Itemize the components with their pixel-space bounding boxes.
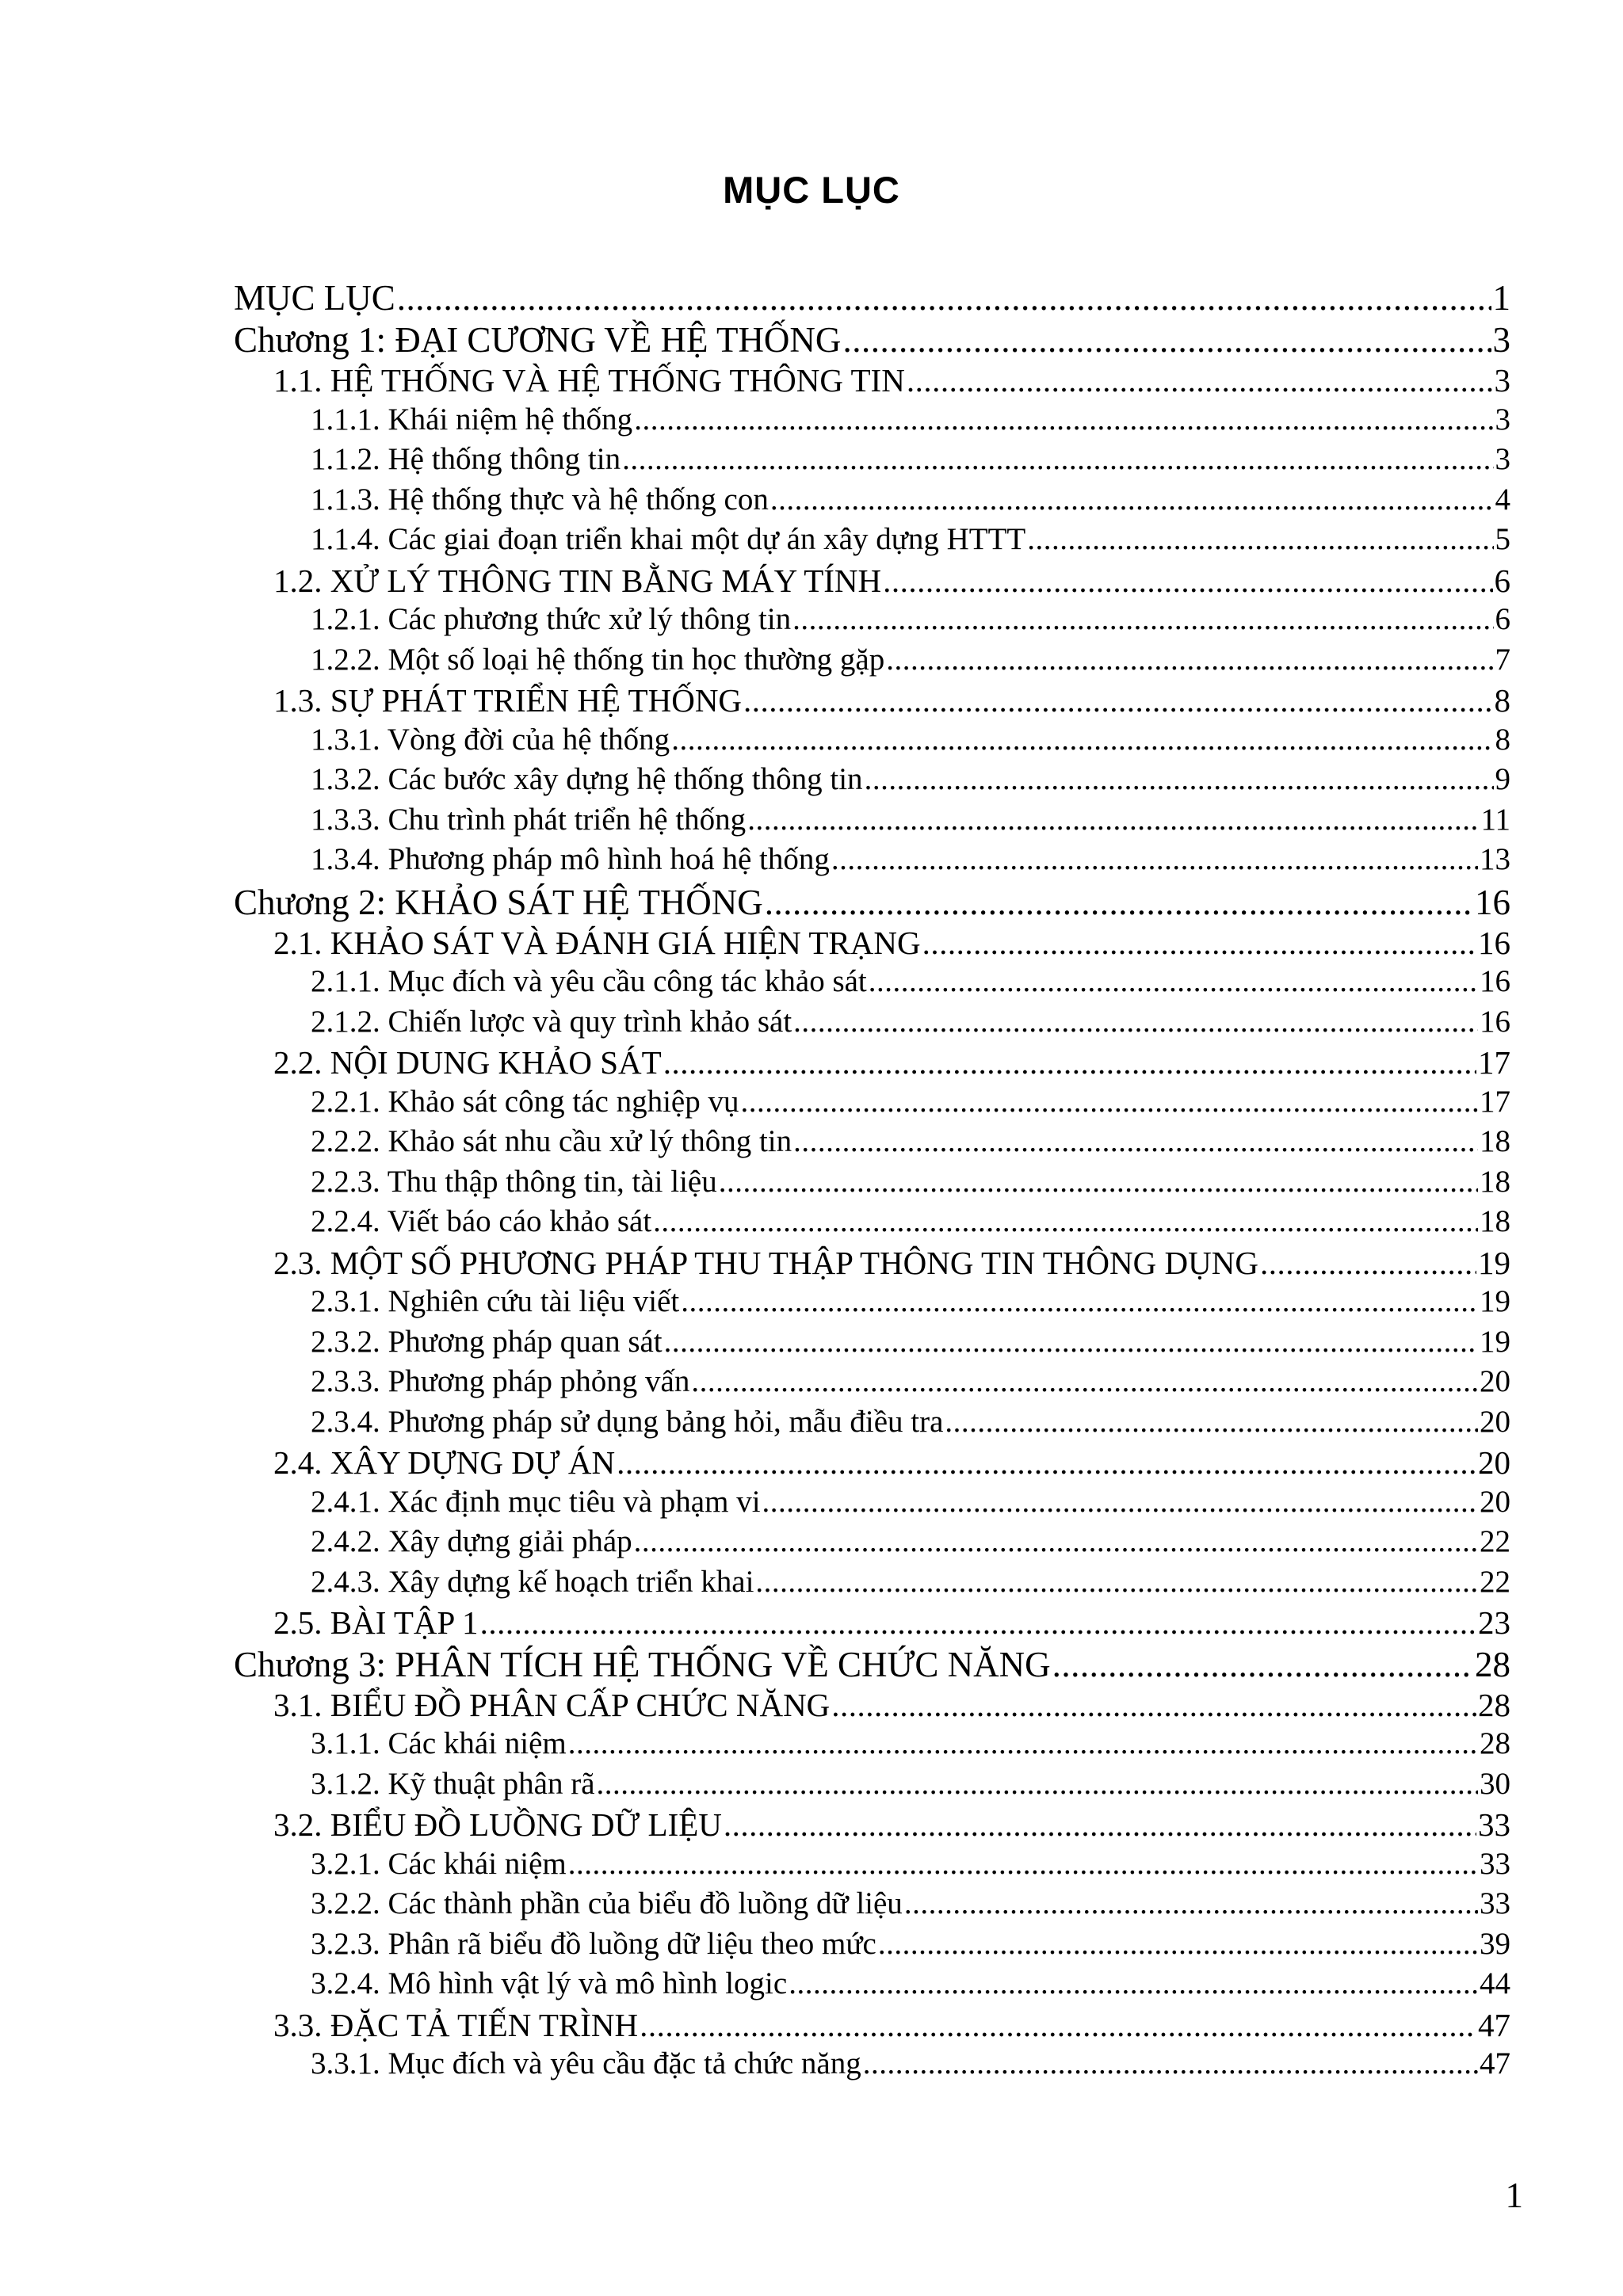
toc-entry-title: 3.3.1. Mục đích và yêu cầu đặc tả chức năng xyxy=(311,2046,861,2081)
toc-entry-page: 18 xyxy=(1480,1124,1510,1158)
toc-entry-title: 1.3.4. Phương pháp mô hình hoá hệ thống xyxy=(311,842,830,876)
dot-leader xyxy=(842,319,1491,360)
page-title: MỤC LỤC xyxy=(723,169,900,211)
toc-entry-title: 1.1.2. Hệ thống thông tin xyxy=(311,442,621,476)
toc-entry-title: 2.4. XÂY DỰNG DỰ ÁN xyxy=(273,1444,616,1481)
toc-entry[interactable] xyxy=(234,1766,1510,1806)
toc-entry-title: 1.3.2. Các bước xây dựng hệ thống thông tin xyxy=(311,762,863,796)
toc-entry-title: 3.1.2. Kỹ thuật phân rã xyxy=(311,1766,595,1801)
toc-entry-page: 6 xyxy=(1495,602,1510,636)
toc-entry-page: 20 xyxy=(1480,1484,1510,1519)
dot-leader xyxy=(907,361,1493,399)
toc-entry-page: 16 xyxy=(1478,924,1510,961)
toc-entry-page: 20 xyxy=(1480,1364,1510,1398)
toc-entry-page: 17 xyxy=(1478,1044,1510,1081)
toc-entry-page: 22 xyxy=(1480,1524,1510,1558)
toc-entry[interactable] xyxy=(234,1926,1510,1966)
toc-entry[interactable] xyxy=(234,802,1510,842)
dot-leader xyxy=(1052,1644,1473,1685)
toc-entry[interactable] xyxy=(234,722,1510,762)
dot-leader xyxy=(568,1726,1478,1761)
dot-leader xyxy=(922,924,1476,962)
toc-entry-page: 28 xyxy=(1478,1686,1510,1723)
toc-entry-title: 2.2.4. Viết báo cáo khảo sát xyxy=(311,1204,652,1238)
toc-entry[interactable] xyxy=(234,1966,1510,2006)
dot-leader xyxy=(480,1604,1476,1642)
toc-entry[interactable] xyxy=(234,601,1510,642)
dot-leader xyxy=(617,1444,1476,1482)
dot-leader xyxy=(747,802,1479,837)
toc-entry-title: 1.3. SỰ PHÁT TRIỂN HỆ THỐNG xyxy=(273,682,743,719)
dot-leader xyxy=(1027,521,1493,557)
toc-entry[interactable] xyxy=(234,1203,1510,1244)
toc-entry-page: 3 xyxy=(1494,362,1510,399)
toc-entry[interactable] xyxy=(234,1644,1510,1686)
toc-entry-page: 11 xyxy=(1480,802,1510,837)
toc-entry-title: 2.4.3. Xây dựng kế hoạch triển khai xyxy=(311,1564,754,1599)
toc-entry[interactable] xyxy=(234,1404,1510,1444)
dot-leader xyxy=(640,2006,1476,2044)
toc-entry-title: 1.1.1. Khái niệm hệ thống xyxy=(311,402,633,437)
dot-leader xyxy=(886,642,1493,677)
toc-entry-title: 3.1.1. Các khái niệm xyxy=(311,1726,567,1760)
dot-leader xyxy=(945,1404,1478,1440)
toc-entry-page: 16 xyxy=(1480,1004,1510,1039)
toc-entry-page: 17 xyxy=(1480,1084,1510,1119)
toc-entry[interactable] xyxy=(234,1324,1510,1364)
dot-leader xyxy=(681,1283,1478,1319)
toc-entry[interactable] xyxy=(234,1004,1510,1044)
page-number: 1 xyxy=(1505,2176,1523,2215)
toc-entry[interactable] xyxy=(234,562,1510,602)
toc-entry-title: 3.3. ĐẶC TẢ TIẾN TRÌNH xyxy=(273,2006,639,2043)
toc-entry[interactable] xyxy=(234,2046,1510,2086)
dot-leader xyxy=(568,1846,1478,1882)
toc-entry[interactable] xyxy=(234,1043,1510,1084)
toc-entry-title: 1.1.3. Hệ thống thực và hệ thống con xyxy=(311,482,769,517)
dot-leader xyxy=(869,963,1478,999)
toc-entry-page: 20 xyxy=(1478,1444,1510,1481)
toc-entry-page: 44 xyxy=(1480,1966,1510,2000)
table-of-contents xyxy=(234,277,1510,2086)
toc-entry-title: 2.3.2. Phương pháp quan sát xyxy=(311,1324,663,1359)
toc-entry-page: 19 xyxy=(1480,1284,1510,1318)
toc-entry-title: 3.2.4. Mô hình vật lý và mô hình logic xyxy=(311,1966,788,2000)
toc-entry-page: 47 xyxy=(1478,2006,1510,2043)
toc-entry[interactable] xyxy=(234,882,1510,924)
toc-entry-title: 2.2.1. Khảo sát công tác nghiệp vụ xyxy=(311,1084,739,1119)
toc-entry-page: 23 xyxy=(1478,1604,1510,1641)
toc-entry-page: 7 xyxy=(1495,642,1510,677)
toc-entry[interactable] xyxy=(234,841,1510,882)
dot-leader xyxy=(397,277,1491,318)
dot-leader xyxy=(740,1084,1478,1119)
toc-entry-title: 2.2. NỘI DUNG KHẢO SÁT xyxy=(273,1044,662,1081)
toc-entry-title: 2.3.1. Nghiên cứu tài liệu viết xyxy=(311,1284,680,1318)
toc-entry-page: 6 xyxy=(1494,562,1510,599)
toc-entry-page: 16 xyxy=(1480,964,1510,998)
dot-leader xyxy=(724,1806,1476,1844)
toc-entry-page: 8 xyxy=(1494,682,1510,719)
toc-entry-page: 16 xyxy=(1475,882,1510,922)
toc-entry[interactable] xyxy=(234,1444,1510,1484)
toc-entry-title: 1.1.4. Các giai đoạn triển khai một dự án xây dựng HTTT xyxy=(311,522,1026,556)
toc-entry[interactable] xyxy=(234,482,1510,522)
toc-entry-title: 1.1. HỆ THỐNG VÀ HỆ THỐNG THÔNG TIN xyxy=(273,362,905,399)
toc-entry-title: Chương 2: KHẢO SÁT HỆ THỐNG xyxy=(234,882,763,922)
toc-entry[interactable] xyxy=(234,1886,1510,1926)
toc-entry[interactable] xyxy=(234,1283,1510,1324)
dot-leader xyxy=(792,601,1493,637)
toc-entry-page: 39 xyxy=(1480,1926,1510,1961)
dot-leader xyxy=(793,1123,1478,1159)
toc-entry-page: 47 xyxy=(1480,2046,1510,2081)
dot-leader xyxy=(762,1484,1478,1520)
dot-leader xyxy=(653,1203,1478,1239)
dot-leader xyxy=(597,1766,1478,1802)
toc-entry[interactable] xyxy=(234,1524,1510,1564)
dot-leader xyxy=(770,482,1494,517)
dot-leader xyxy=(671,722,1493,757)
toc-entry[interactable] xyxy=(234,1164,1510,1204)
toc-entry-page: 33 xyxy=(1480,1886,1510,1920)
toc-entry-title: 3.2. BIỂU ĐỒ LUỒNG DỮ LIỆU xyxy=(273,1806,722,1843)
toc-entry[interactable] xyxy=(234,1484,1510,1524)
toc-entry[interactable] xyxy=(234,761,1510,802)
toc-entry-title: 1.2.1. Các phương thức xử lý thông tin xyxy=(311,602,792,636)
toc-entry-page: 4 xyxy=(1495,482,1510,517)
dot-leader xyxy=(743,681,1492,719)
dot-leader xyxy=(755,1564,1478,1600)
toc-entry-title: 2.2.3. Thu thập thông tin, tài liệu xyxy=(311,1164,717,1199)
toc-entry-page: 3 xyxy=(1495,402,1510,437)
toc-entry-page: 13 xyxy=(1480,842,1510,876)
toc-entry-title: 3.1. BIỂU ĐỒ PHÂN CẤP CHỨC NĂNG xyxy=(273,1686,831,1723)
toc-entry[interactable] xyxy=(234,681,1510,722)
toc-entry-page: 18 xyxy=(1480,1204,1510,1238)
toc-entry-page: 30 xyxy=(1480,1766,1510,1801)
toc-entry-title: 2.4.2. Xây dựng giải pháp xyxy=(311,1524,632,1558)
toc-entry-page: 1 xyxy=(1492,278,1510,318)
toc-entry[interactable] xyxy=(234,521,1510,562)
toc-entry-title: Chương 3: PHÂN TÍCH HỆ THỐNG VỀ CHỨC NĂNG xyxy=(234,1644,1051,1684)
toc-entry-title: 2.2.2. Khảo sát nhu cầu xử lý thông tin xyxy=(311,1124,792,1158)
toc-entry-title: Chương 1: ĐẠI CƯƠNG VỀ HỆ THỐNG xyxy=(234,320,842,360)
toc-entry-title: 2.3.3. Phương pháp phỏng vấn xyxy=(311,1364,690,1398)
toc-entry-title: 3.2.2. Các thành phần của biểu đồ luồng dữ liệu xyxy=(311,1886,903,1920)
toc-entry[interactable] xyxy=(234,1564,1510,1604)
toc-entry-page: 5 xyxy=(1495,522,1510,556)
dot-leader xyxy=(878,1926,1478,1962)
toc-entry[interactable] xyxy=(234,441,1510,482)
toc-entry-page: 33 xyxy=(1478,1806,1510,1843)
toc-entry-page: 20 xyxy=(1480,1404,1510,1439)
toc-entry[interactable] xyxy=(234,1686,1510,1726)
toc-entry-page: 19 xyxy=(1478,1244,1510,1281)
dot-leader xyxy=(831,841,1478,877)
toc-entry[interactable] xyxy=(234,1604,1510,1644)
toc-entry-page: 3 xyxy=(1492,320,1510,360)
dot-leader xyxy=(663,1043,1476,1081)
toc-entry-title: 2.1.2. Chiến lược và quy trình khảo sát xyxy=(311,1004,792,1039)
toc-entry-title: 1.3.1. Vòng đời của hệ thống xyxy=(311,722,670,757)
dot-leader xyxy=(691,1363,1478,1399)
dot-leader xyxy=(664,1324,1478,1360)
dot-leader xyxy=(904,1886,1478,1921)
dot-leader xyxy=(865,761,1494,797)
toc-entry[interactable] xyxy=(234,1726,1510,1766)
toc-entry[interactable] xyxy=(234,1244,1510,1284)
dot-leader xyxy=(765,882,1473,923)
toc-entry[interactable] xyxy=(234,361,1510,402)
toc-entry-page: 28 xyxy=(1480,1726,1510,1760)
toc-entry-page: 19 xyxy=(1480,1324,1510,1359)
toc-entry[interactable] xyxy=(234,1806,1510,1846)
toc-entry[interactable] xyxy=(234,2006,1510,2046)
toc-entry-title: 2.3. MỘT SỐ PHƯƠNG PHÁP THU THẬP THÔNG TIN THÔNG DỤNG xyxy=(273,1244,1258,1281)
toc-entry-page: 3 xyxy=(1495,442,1510,476)
toc-entry-page: 22 xyxy=(1480,1564,1510,1599)
dot-leader xyxy=(883,562,1492,600)
toc-entry[interactable] xyxy=(234,963,1510,1004)
dot-leader xyxy=(789,1966,1478,2001)
dot-leader xyxy=(634,1524,1478,1559)
toc-entry-title: 2.5. BÀI TẬP 1 xyxy=(273,1604,479,1641)
toc-entry-page: 28 xyxy=(1475,1644,1510,1684)
toc-entry[interactable] xyxy=(234,1084,1510,1124)
toc-entry-title: 1.3.3. Chu trình phát triển hệ thống xyxy=(311,802,747,837)
toc-entry-title: 1.2.2. Một số loại hệ thống tin học thường gặp xyxy=(311,642,885,677)
dot-leader xyxy=(719,1164,1478,1199)
toc-entry-title: 2.1. KHẢO SÁT VÀ ĐÁNH GIÁ HIỆN TRẠNG xyxy=(273,924,921,961)
dot-leader xyxy=(831,1686,1476,1724)
toc-entry-title: 1.2. XỬ LÝ THÔNG TIN BẰNG MÁY TÍNH xyxy=(273,562,882,599)
toc-entry[interactable] xyxy=(234,924,1510,964)
toc-entry[interactable] xyxy=(234,402,1510,442)
toc-entry-title: 3.2.3. Phân rã biểu đồ luồng dữ liệu theo mức xyxy=(311,1926,876,1961)
toc-entry-page: 33 xyxy=(1480,1846,1510,1881)
toc-entry-title: 3.2.1. Các khái niệm xyxy=(311,1846,567,1881)
dot-leader xyxy=(622,441,1493,477)
toc-entry[interactable] xyxy=(234,319,1510,361)
toc-entry-title: 2.4.1. Xác định mục tiêu và phạm vi xyxy=(311,1484,761,1519)
toc-entry[interactable] xyxy=(234,277,1510,319)
toc-entry-title: 2.1.1. Mục đích và yêu cầu công tác khảo sát xyxy=(311,964,867,998)
toc-entry-page: 18 xyxy=(1480,1164,1510,1199)
toc-entry[interactable] xyxy=(234,642,1510,682)
toc-entry-page: 9 xyxy=(1495,762,1510,796)
toc-entry-page: 8 xyxy=(1495,722,1510,757)
toc-entry[interactable] xyxy=(234,1846,1510,1886)
toc-entry-title: 2.3.4. Phương pháp sử dụng bảng hỏi, mẫu điều tra xyxy=(311,1404,944,1439)
dot-leader xyxy=(1260,1244,1476,1282)
dot-leader xyxy=(793,1004,1478,1039)
dot-leader xyxy=(634,402,1493,437)
toc-entry[interactable] xyxy=(234,1363,1510,1404)
dot-leader xyxy=(863,2046,1478,2081)
toc-entry[interactable] xyxy=(234,1123,1510,1164)
toc-entry-title: MỤC LỤC xyxy=(234,278,395,318)
